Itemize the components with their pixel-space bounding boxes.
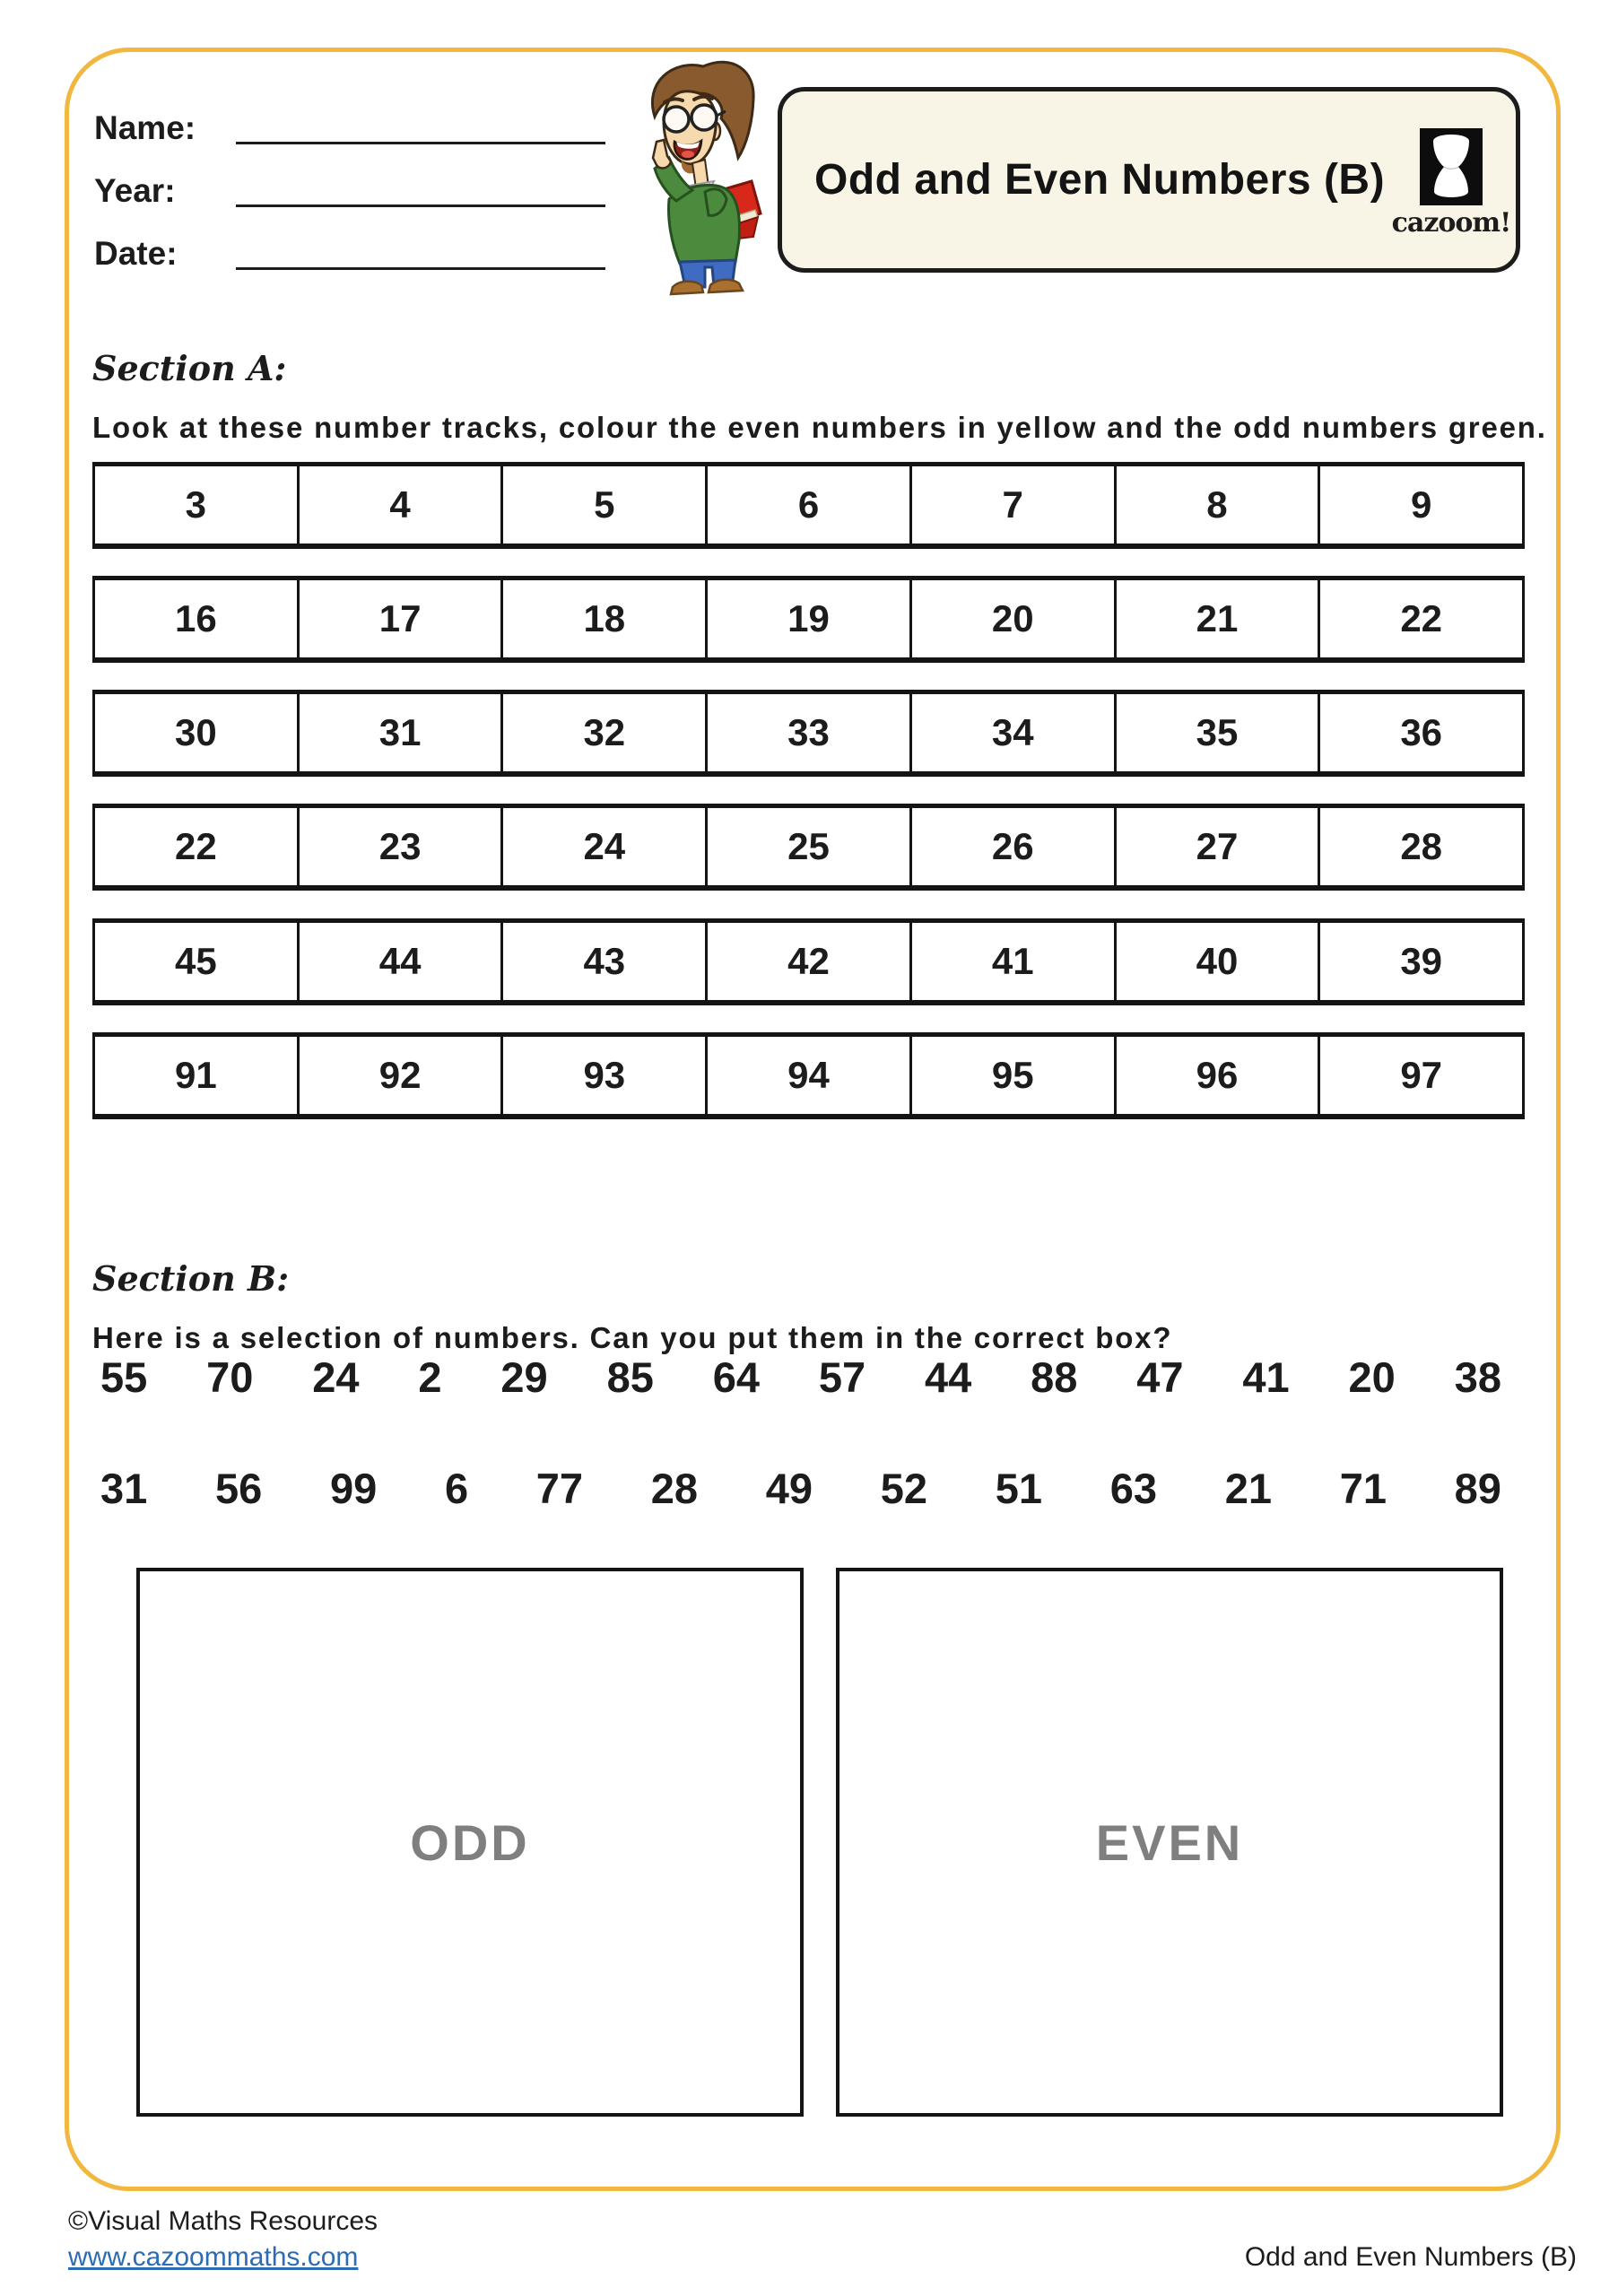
track-cell[interactable]: 92 [297, 1037, 501, 1114]
selection-number[interactable]: 77 [535, 1465, 584, 1512]
track-cell[interactable]: 25 [705, 808, 909, 885]
track-cell[interactable]: 35 [1114, 694, 1318, 771]
track-cell[interactable]: 93 [500, 1037, 705, 1114]
year-line[interactable] [236, 169, 605, 207]
selection-numbers-row-2 [100, 1465, 1501, 1512]
track-cell[interactable]: 43 [500, 923, 705, 1000]
track-cell[interactable]: 31 [297, 694, 501, 771]
track-cell[interactable]: 97 [1318, 1037, 1522, 1114]
selection-number[interactable]: 20 [1348, 1353, 1396, 1401]
selection-number[interactable]: 89 [1454, 1465, 1501, 1512]
track-cell[interactable]: 18 [500, 580, 705, 657]
date-line[interactable] [236, 231, 605, 270]
odd-box[interactable] [136, 1568, 804, 2117]
track-cell[interactable]: 39 [1318, 923, 1522, 1000]
worksheet-title: Odd and Even Numbers (B) [814, 155, 1386, 204]
track-cell[interactable]: 5 [500, 466, 705, 544]
name-line[interactable] [236, 106, 605, 144]
teacher-cartoon [617, 52, 783, 301]
selection-number[interactable]: 28 [650, 1465, 699, 1512]
selection-numbers-row-1 [100, 1353, 1501, 1401]
selection-number[interactable]: 63 [1109, 1465, 1157, 1512]
track-cell[interactable]: 6 [705, 466, 909, 544]
odd-box-label: ODD [410, 1813, 530, 1871]
year-field [94, 166, 605, 207]
track-cell[interactable]: 23 [297, 808, 501, 885]
number-track [92, 804, 1525, 891]
track-cell[interactable]: 4 [297, 466, 501, 544]
selection-number[interactable]: 47 [1136, 1353, 1184, 1401]
date-field [94, 229, 605, 270]
track-cell[interactable]: 42 [705, 923, 909, 1000]
footer-copyright: ©Visual Maths Resources [68, 2206, 378, 2236]
track-cell[interactable]: 45 [175, 940, 217, 982]
track-cell[interactable]: 22 [1318, 580, 1522, 657]
selection-number[interactable]: 44 [924, 1353, 972, 1401]
track-cell[interactable]: 26 [909, 808, 1114, 885]
track-cell[interactable]: 3 [185, 483, 207, 526]
number-track [92, 576, 1525, 663]
footer-website-link[interactable]: www.cazoommaths.com [68, 2242, 359, 2272]
track-cell[interactable]: 24 [500, 808, 705, 885]
cazoom-logo [1388, 128, 1514, 239]
track-cell[interactable]: 28 [1318, 808, 1522, 885]
even-box-label: EVEN [1095, 1813, 1244, 1871]
name-field [94, 103, 605, 144]
selection-number[interactable]: 57 [818, 1353, 866, 1401]
djembe-drum-icon [1420, 128, 1483, 205]
track-cell[interactable]: 33 [705, 694, 909, 771]
selection-number[interactable]: 52 [880, 1465, 928, 1512]
date-label: Date: [94, 235, 178, 272]
selection-number[interactable]: 85 [606, 1353, 654, 1401]
track-cell[interactable]: 22 [175, 825, 217, 867]
track-cell[interactable]: 36 [1318, 694, 1522, 771]
section-a-instruction: Look at these number tracks, colour the even numbers in yellow and the odd numbers green. [92, 411, 1547, 444]
selection-number[interactable]: 31 [100, 1465, 148, 1512]
track-cell[interactable]: 30 [175, 711, 217, 753]
number-track [92, 918, 1525, 1005]
track-cell[interactable]: 41 [909, 923, 1114, 1000]
track-cell[interactable]: 16 [175, 597, 217, 639]
selection-number[interactable]: 49 [765, 1465, 813, 1512]
selection-number[interactable]: 51 [995, 1465, 1043, 1512]
selection-number[interactable]: 71 [1339, 1465, 1387, 1512]
section-b-heading: Section B: [92, 1258, 290, 1299]
selection-number[interactable]: 56 [214, 1465, 263, 1512]
selection-number[interactable]: 55 [100, 1353, 148, 1401]
track-cell[interactable]: 40 [1114, 923, 1318, 1000]
selection-number[interactable]: 70 [206, 1353, 254, 1401]
number-track [92, 1032, 1525, 1119]
footer-doc-title: Odd and Even Numbers (B) [1244, 2242, 1577, 2272]
track-cell[interactable]: 8 [1114, 466, 1318, 544]
even-box[interactable] [836, 1568, 1503, 2117]
name-label: Name: [94, 109, 196, 146]
number-track [92, 690, 1525, 777]
track-cell[interactable]: 91 [175, 1054, 217, 1096]
track-cell[interactable]: 32 [500, 694, 705, 771]
track-cell[interactable]: 19 [705, 580, 909, 657]
selection-number[interactable]: 64 [712, 1353, 760, 1401]
cazoom-brand-text: cazoom! [1391, 207, 1511, 239]
track-cell[interactable]: 95 [909, 1037, 1114, 1114]
track-cell[interactable]: 20 [909, 580, 1114, 657]
selection-number[interactable]: 41 [1242, 1353, 1290, 1401]
selection-number[interactable]: 88 [1031, 1353, 1078, 1401]
section-a-heading: Section A: [92, 348, 287, 388]
track-cell[interactable]: 34 [909, 694, 1114, 771]
track-cell[interactable]: 17 [297, 580, 501, 657]
selection-number[interactable]: 24 [312, 1353, 360, 1401]
title-box [778, 87, 1520, 273]
selection-number[interactable]: 99 [329, 1465, 378, 1512]
selection-number[interactable]: 21 [1224, 1465, 1272, 1512]
selection-number[interactable]: 2 [418, 1353, 442, 1401]
track-cell[interactable]: 9 [1318, 466, 1522, 544]
track-cell[interactable]: 96 [1114, 1037, 1318, 1114]
year-label: Year: [94, 172, 176, 209]
selection-number[interactable]: 38 [1454, 1353, 1501, 1401]
selection-number[interactable]: 29 [500, 1353, 548, 1401]
selection-number[interactable]: 6 [444, 1465, 469, 1512]
track-cell[interactable]: 94 [705, 1037, 909, 1114]
section-b-instruction: Here is a selection of numbers. Can you put them in the correct box? [92, 1321, 1173, 1354]
number-track [92, 462, 1525, 549]
track-cell[interactable]: 21 [1114, 580, 1318, 657]
track-cell[interactable]: 44 [297, 923, 501, 1000]
track-cell[interactable]: 7 [909, 466, 1114, 544]
track-cell[interactable]: 27 [1114, 808, 1318, 885]
